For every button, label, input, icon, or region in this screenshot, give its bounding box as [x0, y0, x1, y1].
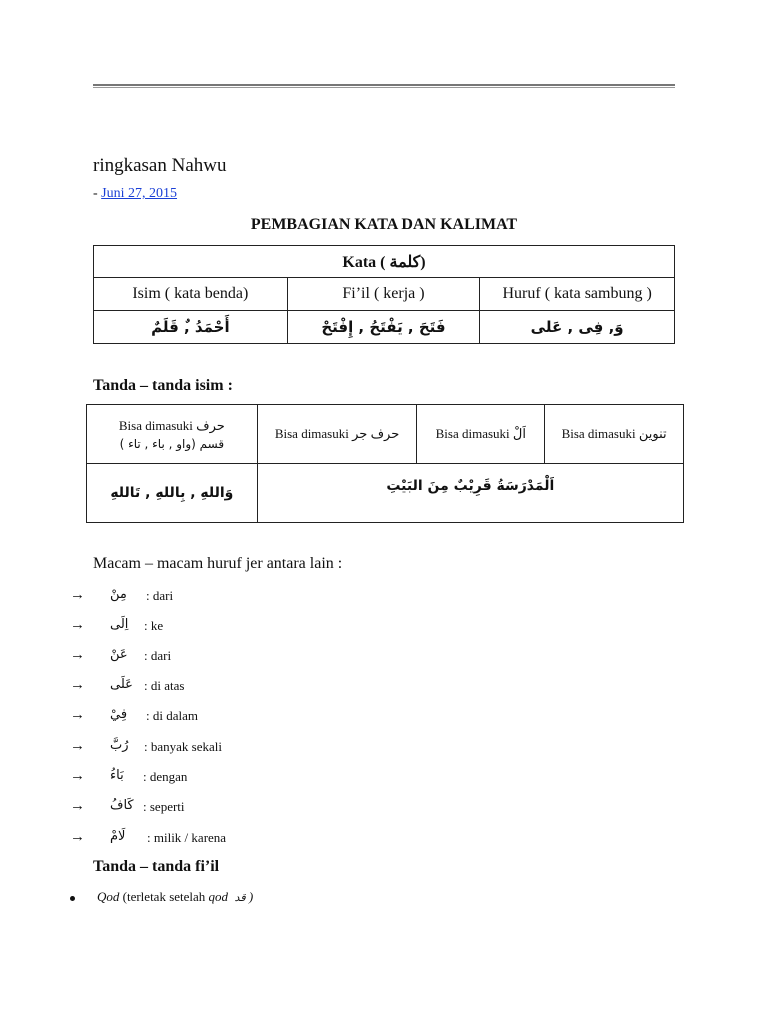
meaning: : di dalam — [146, 708, 198, 723]
example-huruf: وَ, فِى , عَلى — [480, 311, 675, 344]
doc-title: ringkasan Nahwu — [93, 155, 227, 176]
date-link[interactable]: Juni 27, 2015 — [101, 186, 178, 201]
date-prefix: - — [93, 186, 102, 201]
arrow-icon: → — [70, 647, 85, 663]
arabic-word: اِلَى — [110, 617, 129, 632]
arabic-word: كَافُ — [110, 798, 134, 813]
arrow-icon: → — [70, 677, 85, 693]
main-heading: PEMBAGIAN KATA DAN KALIMAT — [250, 216, 518, 233]
qod-term-2: qod — [208, 889, 229, 904]
arabic-word: رُبَّ — [110, 738, 129, 753]
meaning: : dari — [146, 588, 174, 603]
tanda-isim-table — [86, 404, 684, 523]
col-huruf: Huruf ( kata sambung ) — [480, 278, 675, 311]
kata-header: Kata ( كلمة) — [94, 246, 675, 278]
header-huruf-qasam-line1: Bisa dimasuki حرف — [118, 417, 225, 433]
arrow-icon: → — [70, 587, 85, 603]
section-tanda-fiil: Tanda – tanda fi’il — [93, 858, 220, 875]
qod-close: ) — [245, 889, 254, 904]
top-rule — [93, 84, 675, 88]
example-fiil: فَتَحَ , يَفْتَحُ , إِفْتَحْ — [287, 311, 480, 344]
arrow-icon: → — [70, 768, 85, 784]
arabic-word: عَنْ — [110, 647, 128, 662]
meaning: : dari — [144, 648, 172, 663]
date-line — [93, 186, 177, 202]
arrow-icon: → — [70, 738, 85, 754]
section-tanda-isim: Tanda – tanda isim : — [93, 377, 233, 394]
example-sentence: اَلْمَدْرَسَةُ قَرِيْبٌ مِنَ البَيْتِ — [257, 464, 683, 523]
header-tanwin: Bisa dimasuki تنوين — [545, 405, 684, 464]
bullet-icon — [70, 896, 75, 901]
arabic-word: فِيْ — [110, 707, 128, 722]
meaning: : ke — [144, 618, 164, 633]
meaning: : di atas — [144, 678, 185, 693]
arrow-icon: → — [70, 829, 85, 845]
qod-desc: (terletak setelah — [119, 889, 209, 904]
header-huruf-jar: Bisa dimasuki حرف جر — [257, 405, 417, 464]
arrow-icon: → — [70, 798, 85, 814]
arrow-icon: → — [70, 707, 85, 723]
arrow-icon: → — [70, 617, 85, 633]
col-isim: Isim ( kata benda) — [94, 278, 288, 311]
example-qasam: وَاللهِ , بِاللهِ , تَاللهِ — [87, 464, 258, 523]
qod-term: Qod — [97, 889, 120, 904]
header-alif-lam: Bisa dimasuki اَلْ — [417, 405, 545, 464]
qod-arabic: قد — [234, 891, 246, 904]
arabic-word: بَاءُ — [110, 768, 124, 783]
col-fiil: Fi’il ( kerja ) — [287, 278, 480, 311]
kata-table — [93, 245, 675, 344]
header-huruf-qasam-line2: قسم (واو , باء , تاء ) — [119, 436, 225, 451]
arabic-word: مِنْ — [110, 587, 127, 602]
meaning: : dengan — [143, 769, 188, 784]
meaning: : banyak sekali — [144, 739, 222, 754]
meaning: : milik / karena — [147, 830, 227, 845]
bullet-qod — [70, 889, 253, 905]
arabic-word: عَلَى — [110, 677, 133, 692]
header-huruf-qasam — [87, 405, 258, 464]
meaning: : seperti — [143, 799, 185, 814]
macam-title: Macam – macam huruf jer antara lain : — [93, 555, 343, 572]
arabic-word: لَامْ — [110, 829, 126, 844]
example-isim: أَحْمَدُ ,ٌ قَلَمٌ — [94, 311, 288, 344]
